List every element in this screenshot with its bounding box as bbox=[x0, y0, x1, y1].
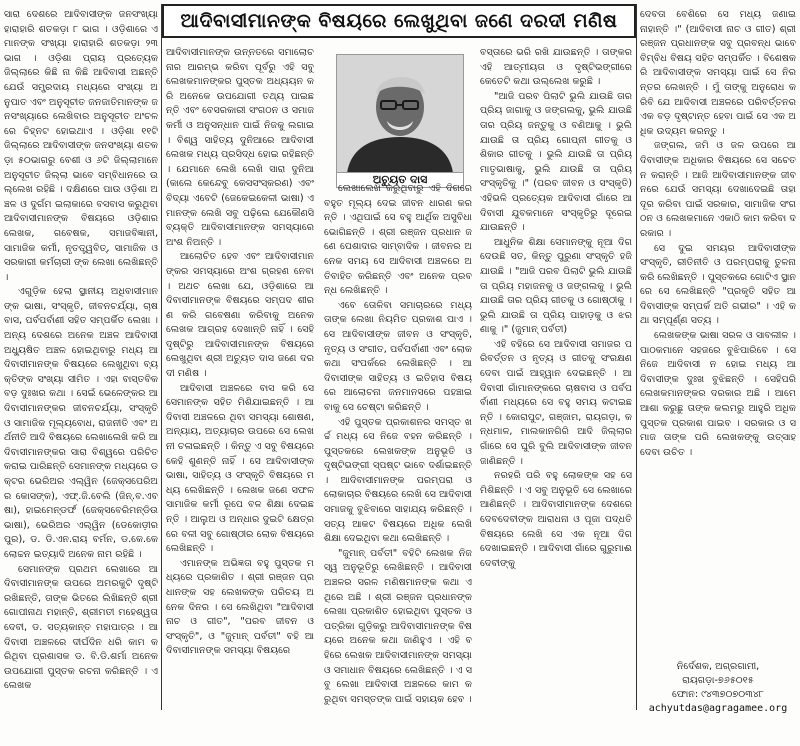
paragraph: "ଆଜି ପରବ ପିଲାଟି ଭୁଲି ଯାଉଛି ତାର ପ୍ରିୟ ଜାଗାକୁ ଓ ଜଙ୍ଗଲକୁ, ଭୁଲି ଯାଉଛି ତାର ପ୍ରିୟ ଜନ୍ତୁକୁ ଓ ବଣିଆକୁ । ଭୁଲି ଯାଉଛି ତା ପ୍ରିୟ ଗୋପ୍ନୀ ଗୀତକୁ ଓ ଶିକାର ଗୀତକୁ । ଭୁଲି ଯାଉଛି ତା ପ୍ରିୟ ମାତୃଭାଷାକୁ, ଭୁଲି ଯାଉଛି ତା ପ୍ରିୟ ସଂସ୍କୃତିକୁ ।" (ପରବ ଜୀବନ ଓ ସଂସ୍କୃତି) ଏହିଭଳି ପ୍ରତ୍ୟେକ ଆଦିବାସୀ ଗାଁରେ ଆଦିବାସୀ ଯୁବକମାନେ ସଂସ୍କୃତିରୁ ଦୂରେଇ ଯାଉଛନ୍ତି । bbox=[480, 90, 632, 234]
paragraph: ଏହି ବହିରେ ସେ ଆଦିବାସୀ ସମାଜର ପରିବର୍ତ୍ତନ ଓ ନୃତ୍ୟ ଓ ଗୀତକୁ ସଂରକ୍ଷଣ ଦେବା ପାଇଁ ଆହ୍ୱାନ ଦେଇଛନ୍ତି । ଆଦିବାସୀ ଗାଁମାନଙ୍କରେ ଚାଷବାସ ଓ ପର୍ବପର୍ବାଣୀ ମଧ୍ୟରେ ସେ ବହୁ ସମୟ କଟାଇଛନ୍ତି । କୋରାପୁଟ, ଗଞ୍ଜାମ, ରାୟଗଡ଼ା, କନ୍ଧମାଳ, ମାଲକାନଗିରି ଆଦି ଜିଲ୍ଲାର ଗାଁରେ ସେ ଘୁରି ବୁଲି ଆଦିବାସୀଙ୍କ ଜୀବନ ଜାଣିଛନ୍ତି । bbox=[480, 338, 632, 467]
author-signature-block bbox=[640, 660, 796, 716]
article-column-3 bbox=[324, 46, 472, 746]
paragraph: ଆଧୁନିକ ଶିକ୍ଷା ସେମାନଙ୍କୁ ନୂଆ ଦିଗ ଦେଉଛି ସତ, କିନ୍ତୁ ପୁରୁଣା ସଂସ୍କୃତି ହଜି ଯାଉଛି । "ଆଜି ପରବ ପିଲାଟି ଭୁଲି ଯାଉଛି ତା ପ୍ରିୟ ମହାଜନକୁ ଓ ଜଙ୍ଗଲକୁ । ଭୁଲି ଯାଉଛି ତାର ପ୍ରିୟ ଗୀତକୁ ଓ ଗୋଷ୍ଠୀକୁ । ଭୁଲି ଯାଉଛି ତା ପ୍ରିୟ ପାହାଡ଼କୁ ଓ ଝରଣାକୁ ।" (ଜୁମାନ୍ ପର୍ବତୀ) bbox=[480, 236, 632, 336]
author-location: ରାୟଗଡ଼ା-୭୬୫୦୧୫ bbox=[682, 675, 754, 686]
paragraph: ଜଙ୍ଗଲ, ଜମି ଓ ଜଳ ଉପରେ ଆଦିବାସୀଙ୍କ ଅଧିକାର ବିଷୟରେ ସେ ସଚେତନ କରାନ୍ତି । ଆଜି ଆଦିବାସୀମାନଙ୍କ ଜୀବନରେ ଯେଉଁ ସମସ୍ୟା ଦେଖାଦେଇଛି ତାହା ଦୂର କରିବା ପାଇଁ ସରକାର, ସାମାଜିକ ସଂଗଠନ ଓ ଲେଖକମାନେ ଏକାଠି କାମ କରିବା ଦରକାର । bbox=[640, 140, 796, 239]
paragraph: ଏମାନଙ୍କ ଅଭିଜ୍ଞତା ବହୁ ପୁସ୍ତକ ମଧ୍ୟରେ ପ୍ରକାଶିତ । ଶ୍ରୀ ରଞ୍ଜନ ପ୍ରଧାନଙ୍କ ସହ ଲେଖକଙ୍କ ପରିଚୟ ଅନେକ ଦିନର । ସେ ଲେଖିଥିବା "ଆଦିବାସୀ ନାଚ ଓ ଗୀତ", "ପରବ ଜୀବନ ଓ ସଂସ୍କୃତି", ଓ "ଜୁମାନ୍ ପର୍ବତୀ" ବହି ଆଦିବାସୀମାନଙ୍କ ସମସ୍ୟା ବିଷୟରେ bbox=[166, 557, 314, 657]
author-phone: ଫୋନ: ୯୪୩୭୦୭୦୩୪୮ bbox=[672, 689, 764, 700]
headline-box bbox=[162, 4, 636, 38]
paragraph: ଦେବତା ବେଶିରେ ସେ ମଧ୍ୟ ଜଣାଇ ନାହାନ୍ତି ।" (ଆଦିବାସୀ ନାଚ ଓ ଗୀତ) ଶ୍ରୀ ରଞ୍ଜନ ପ୍ରଧାନଙ୍କ ସବୁ ପ୍ରବନ୍ଧ ଭାବେ ବିମ୍ବିଧ ବିଷୟ ସହିତ ସମ୍ପର୍କିତ । ବିଶେଷକରି ଆଦିବାସୀଙ୍କ ସମସ୍ୟା ପାଇଁ ସେ ନିରନ୍ତର ଲେଖନ୍ତି । ମୁଁ ତାଙ୍କୁ ଅନୁରୋଧ କରିବି ଯେ ଆଦିବାସୀ ଅଞ୍ଚଳରେ ପରିବର୍ତ୍ତନର ଏକ ବଡ଼ ଦୃଷ୍ଟାନ୍ତ ହେବା ପାଇଁ ସେ ଏକ ଅଧିକ ଉଦ୍ୟମ କରନ୍ତୁ । bbox=[640, 9, 796, 137]
article-column-5 bbox=[640, 8, 796, 658]
article-column-1 bbox=[4, 8, 158, 708]
author-designation: ନିର୍ଦେଶକ, ଅଗ୍ରଗାମୀ, bbox=[676, 661, 760, 672]
paragraph: ସାରା ଦେଶରେ ଆଦିବାସୀଙ୍କ ଜନସଂଖ୍ୟା ହାରାହାରି ଶତକଡ଼ା ୮ ଭାଗ । ଓଡ଼ିଶାରେ ଏମାନଙ୍କ ସଂଖ୍ୟା ହାରାହାରି ଶତକଡ଼ା ୨୩ ଭାଗ । ଓଡ଼ିଶା ପ୍ରାୟ ପ୍ରତ୍ୟେକ ଜିଲ୍ଲାରେ କିଛି ନା କିଛି ଆଦିବାସୀ ଅଛନ୍ତି ଯେଉଁ ସମ୍ପ୍ରଦାୟ ମଧ୍ୟରେ ସଂଖ୍ୟା ଅନୁପାତ ଏବଂ ଅନୁସୂଚୀତ ଜନଜାତିମାନଙ୍କ ଜନସଂଖ୍ୟାରେ ଲେଖିବାର ଅନୁସୂଚୀତ ଅଂଚଳରେ ଚିହ୍ନଟ ହୋଇଥାଏ । ଓଡ଼ିଶା ୧୧ଟି ଜିଲ୍ଲାରେ ଆଦିବାସୀଙ୍କ ଜନସଂଖ୍ୟା ଶତକଡ଼ା ୫୦ଭାଗରୁ ବେଶୀ ଓ ୬ଟି ଜିଲ୍ଲାମାନେ ଅନୁସୂଚୀତ ଜିଲ୍ଲା ଭାବେ ସମ୍ବିଧାନରେ ଉଲ୍ଲେଖ ରହିଛି । ଦକ୍ଷିଣରେ ପାଉ ଓଡ଼ିଶା ଅଞ୍ଚଳ ଓ ଦୁର୍ଗମ ଇଲାକାରେ ବସବାସ କରୁଥିବା ଆଦିବାସୀମାନଙ୍କ ବିଷୟରେ ଓଡ଼ିଶାର ଲେଖକ, ଗବେଷକ, ସମାଜବିଜ୍ଞାନୀ, ସାମାଜିକ କର୍ମୀ, ନୃତତ୍ତ୍ୱବିତ୍, ସାମାଜିକ ଓ ସରକାରୀ କର୍ମଚାରୀ ଙ୍କ ଲେଖା ଲେଖିଛନ୍ତି । bbox=[4, 9, 158, 283]
paragraph: "ଜୁମାନ୍ ପର୍ବତୀ" ବହିଟି ଲେଖକ ନିଜସ୍ୱ ଅନୁଭୂତିରୁ ଲେଖିଛନ୍ତି । ଆଦିବାସୀ ଅଞ୍ଚଳର ସରଳ ମଣିଷମାନଙ୍କ କଥା ଏଥିରେ ଅଛି । ଶ୍ରୀ ରଞ୍ଜନ ପ୍ରଧାନଙ୍କ ଲେଖା ପ୍ରକାଶିତ ହୋଇଥିବା ପୁସ୍ତକ ଓ ପତ୍ରିକା ଗୁଡ଼ିକରୁ ଆଦିବାସୀମାନଙ୍କ ବିଷୟରେ ଅନେକ କଥା ଜାଣିହୁଏ । ଏହି ବହିରେ ଲେଖକ ଆଦିବାସୀମାନଙ୍କ ସମସ୍ୟା ଓ ସମାଧାନ ବିଷୟରେ ଲେଖିଛନ୍ତି । ଏ ସବୁ ଲେଖା ଆଦିବାସୀ ଅଞ୍ଚଳରେ କାମ କରୁଥିବା ସମସ୍ତଙ୍କ ପାଇଁ ସହାୟକ ହେବ । bbox=[324, 547, 472, 705]
paragraph: ସେମାନଙ୍କ ପ୍ରଥମ ଲେଖାରେ ଆଦିବାସୀମାନଙ୍କ ଉପରେ ଅମରକୁଟି ଦୃଷ୍ଟି ରଖିଛନ୍ତି, ତାଙ୍କ ଭିତରେ ଲିଖିଛନ୍ତି ଶ୍ରୀ ଗୋପୀନାଥ ମହାନ୍ତି, ଶ୍ରୀମତୀ ମହେଶ୍ୱତା ଦେବୀ, ଡ. ସତ୍ୟକାନ୍ତ ମହାପାତ୍ର । ଆଦିବାସୀ ଅଞ୍ଚଳରେ ଦୀର୍ଘଦିନ ଧରି କାମ କରିଥିବା ପ୍ରଶାସକ ଡ. ବି.ଡି.ଶର୍ମା ଅନେକ ଉପଯୋଗୀ ପୁସ୍ତକ ରଚନା କରିଛନ୍ତି । ଏ ଲେଖକ bbox=[4, 563, 158, 692]
paragraph: ଆଦିବାସୀ ଅଞ୍ଚଳରେ ବାସ କରି ସେ ସେମାନଙ୍କ ସହିତ ମିଶିଯାଇଛନ୍ତି । ଆଦିବାସୀ ଅଞ୍ଚଳରେ ଥିବା ସମସ୍ୟା ଶୋଷଣ, ଅନ୍ୟାୟ, ଅତ୍ୟାଚାର ଉପରେ ସେ ଲେଖନୀ ଚଳାଇଛନ୍ତି । କିନ୍ତୁ ଏ ସବୁ ବିଷୟରେ କେହି ଶୁଣନ୍ତି ନାହିଁ । ସେ ଆଦିବାସୀଙ୍କ ଭାଷା, ସାହିତ୍ୟ ଓ ସଂସ୍କୃତି ବିଷୟରେ ମଧ୍ୟ ଲେଖିଛନ୍ତି । ଲେଖକ ଜଣେ ସଫଳ ସାମାଜିକ କର୍ମୀ ରୂପେ ବଳ ଶିକ୍ଷା ଦେଇଛନ୍ତି । ଆଲୁଅ ଓ ଅନ୍ଧାର ଦୁଇଟି କ୍ଷେତ୍ରରେ ବଳୀ ସବୁ ଗୋଷ୍ଠୀର ଲୋକ ବିଷୟରେ ଲେଖିଛନ୍ତି । bbox=[166, 382, 314, 555]
photo-caption: ଅଚ୍ୟୁତ ଦାସ bbox=[336, 172, 464, 188]
paragraph: ଲେଖାଲେଖି କରୁଥିବାରୁ ଏହି ଦିଗରେ ବହୁତ ମୂଲ୍ୟ ଦେଇ ଜୀବନ ଧାରଣ କରନ୍ତି । ଏଥିପାଇଁ ସେ ବହୁ ଆର୍ଥିକ ଅସୁବିଧା ଭୋଗିଛନ୍ତି । ଶ୍ରୀ ରଞ୍ଜନ ପ୍ରଧାନ ଜଣେ ପେଶାଦାର ସାମ୍ବାଦିକ । ଜୀବନର ଅନେକ ସମୟ ସେ ଆଦିବାସୀ ଅଞ୍ଚଳରେ ଅତିବାହିତ କରିଛନ୍ତି ଏବଂ ଅନେକ ପ୍ରବନ୍ଧ ଲେଖିଛନ୍ତି । bbox=[324, 183, 472, 297]
paragraph: ଆଦିବାସୀମାନଙ୍କ ଉନ୍ନତରେ ସମାଲୋଚନାର ଆରମ୍ଭ କରିବା ପୂର୍ବରୁ ଏହି ସବୁ ଲେଖକମାନଙ୍କର ପୁସ୍ତକ ଅଧ୍ୟୟନ କରି ଅନେକେ ଉପଯୋଗୀ ତଥ୍ୟ ପାଇଛନ୍ତି ଏବଂ ବେସରକାରୀ ସଂଗଠନ ଓ ସମାଜକର୍ମୀ ଓ ଅନୁସନ୍ଧାନ ପାଇଁ ନିଜକୁ ଲଗାଇ । ବିଶ୍ୱ ସାହିତ୍ୟ ଦୁନିଆରେ ଆଦିବାସୀ ଲେଖକ ମଧ୍ୟ ପ୍ରସିଦ୍ଧ ହୋଇ ରହିଛନ୍ତି । ଯେମାନେ ଲେଖି ଲେଖି ସାରା ଦୁନିଆ (କାଲେ କେନ୍ଦେବୁ କେସସଂସ୍କରଣ) ଏବଂ ବିଦ୍ୟା ଏବେଟି (ଜେକେଇକେଳୀ ଭାଷା) ଏମାନଙ୍କ ଲେଖି ସବୁ ପଢ଼ିଲେ ଯେକୌଣସି ବ୍ୟକ୍ତି ଆଦିବାସୀମାନଙ୍କ ସମସ୍ୟାରେ ଅଂଶ ନିଅନ୍ତି । bbox=[166, 47, 314, 248]
paragraph: ନରହରି ପରି ବହୁ ଲୋକଙ୍କ ସହ ସେ ମିଶିଛନ୍ତି । ଏ ସବୁ ଅନୁଭୂତି ସେ ଲେଖାରେ ଆଣିଛନ୍ତି । ଆଦିବାସୀମାନଙ୍କ ଦେଶରେ ଦେବଦେବୀଙ୍କ ଆରାଧନା ଓ ପୂଜା ପଦ୍ଧତି ବିଷୟରେ ଲେଖି ସେ ଏକ ନୂଆ ଦିଗ ଦେଖାଇଛନ୍ତି । ଆଦିବାସୀ ଗାଁରେ ଗୁରୁମାଈ ଦେବୀଙ୍କୁ bbox=[480, 470, 632, 569]
article-column-4 bbox=[480, 46, 632, 746]
paragraph: ଏଗୁଡ଼ିକ ହେଲା ସ୍ଥାନୀୟ ଅଧିବାସୀମାନଙ୍କ ଭାଷା, ସଂସ୍କୃତି, ଜୀବନଚର୍ଯ୍ୟା, ଚାଷବାସ, ପର୍ବପର୍ବାଣୀ ସହିତ ସମ୍ପର୍କିତ ଲେଖା । ଅନ୍ୟ ଦେଶରେ ଅନେକ ଅଞ୍ଚଳ ଆଦିବାସୀ ଅଧ୍ୟୁଷିତ ଅଞ୍ଚଳ ହୋଇଥିବାରୁ ମଧ୍ୟ ଆଦିବାସୀମାନଙ୍କ ବିଷୟରେ ଲେଖୁଥିବା ବ୍ୟକ୍ତିଙ୍କ ସଂଖ୍ୟା ସୀମିତ । ଏହା ବାସ୍ତବିକ ବଡ଼ ଦୁଃଖର କଥା । ସେଇଁ ଭେଳେଙ୍କର ଆଦିବାସୀମାନଙ୍କର ଜୀବନଚର୍ଯ୍ୟା, ସଂସ୍କୃତି ଓ ସାମାଜିକ ମୂଲ୍ୟବୋଧ, ରାଜନୀତି ଏବଂ ଅର୍ଥନୀତି ଆଦି ବିଷୟରେ ଲେଖାଲେଖି କରି ଆଦିବାସୀମାନଙ୍କର ସାରା ବିଶ୍ୱରେ ପରିଚିତ କରାଇ ପାରିଛନ୍ତି ସେମାନଙ୍କ ମଧ୍ୟରେ ଡକ୍ଟର ଭେରିଅର ଏଲ୍ୱିନ (ଜେକ୍ସପେରିଅର କୋସଙ୍କ), ଏଫ୍.ଜି.ବେଲି (ଜିନ୍.ବ.ଏବଷା), ହାଇମେନ୍ଡର୍ଫ (ଜେକ୍ସବେରିମନ୍ଡିଉ ଭାଷା), ଭେରିଅର ଏଲ୍ୱିନ (ଡେକୋଡ଼ୀରପୁର), ଡ. ଡି.ଏନ.ରାୟ ବର୍ମନ, ଡ.କେ.କେ ଲୋଚ୍ଚନ ଇତ୍ୟାଦି ଅନେକ ନାମ ରହିଛି । bbox=[4, 286, 158, 560]
column-divider bbox=[636, 4, 637, 710]
author-email: achyutdas@agragamee.org bbox=[648, 703, 788, 714]
article-column-2 bbox=[166, 46, 314, 746]
paragraph: ସେ ଦୁଇ ସମୟର ଆଦିବାସୀଙ୍କ ସଂସ୍କୃତି, ରୀତିନୀତି ଓ ପରମ୍ପରାକୁ ତୁଳନା କରି ଲେଖିଛନ୍ତି । ପୁସ୍ତକରେ ଗୋଟିଏ ସ୍ଥାନରେ ସେ ଲେଖିଛନ୍ତି "ପ୍ରକୃତି ସହିତ ଆଦିବାସୀଙ୍କ ସମ୍ପର୍କ ଅତି ଗଭୀର" । ଏହି କଥା ସମ୍ପୂର୍ଣ୍ଣ ସତ୍ୟ । bbox=[640, 242, 796, 327]
paragraph: ଏବେ ତୋଳିବା ସମାଚାରରେ ମଧ୍ୟ ତାଙ୍କ ଲେଖା ନିୟମିତ ପ୍ରକାଶ ପାଏ । ସେ ଆଦିବାସୀଙ୍କ ଜୀବନ ଓ ସଂସ୍କୃତି, ନୃତ୍ୟ ଓ ସଂଗୀତ, ପର୍ବପର୍ବାଣୀ ଏବଂ ଲୋକକଥା ସଂପର୍କରେ ଲେଖିଛନ୍ତି । ଆଦିବାସୀଙ୍କ ସାହିତ୍ୟ ଓ ଇତିହାସ ବିଷୟରେ ଆଲୋଚନା ଜନମାନସରେ ପହଞ୍ଚାଇବାକୁ ସେ ଚେଷ୍ଟା କରିଛନ୍ତି । bbox=[324, 299, 472, 413]
paragraph: ଆଲୋଚିତ ହେବ ଏବଂ ଆଦିବାସୀମାନଙ୍କର ସମସ୍ୟାରେ ଅଂଶ ଗ୍ରହଣ ନେବା । ଅଥଚ ଲେଖା ଯେ, ଓଡ଼ିଶାରେ ଆଦିବାସୀମାନଙ୍କ ବିଷୟରେ ସମ୍ପଦ ଶୀରଣ କରି ଗବେଷଣା କରିବାକୁ ଅନେକ ଲେଖକ ଆଗ୍ରହ ଦେଖାନ୍ତି ନାହିଁ । ସେହି ଦୃଷ୍ଟିରୁ ଆଦିବାସୀମାନଙ୍କ ବିଷୟରେ ଲେଖୁଥିବା ଶ୍ରୀ ଅଚ୍ୟୁତ ଦାସ ଜଣେ ଦରଦୀ ମଣିଷ । bbox=[166, 251, 314, 380]
paragraph: ଲେଖକଙ୍କ ଭାଷା ସରଳ ଓ ସାବଲୀଳ । ପାଠକମାନେ ସହଜରେ ବୁଝିପାରିବେ । ସେ ନିଜେ ଆଦିବାସୀ ନ ହୋଇ ମଧ୍ୟ ଆଦିବାସୀଙ୍କ ଦୁଃଖ ବୁଝିଛନ୍ତି । ସେହିପରି ଲେଖକମାନଙ୍କର ଦରକାର ଅଛି । ଆମେ ଆଶା କରୁଛୁ ତାଙ୍କ କଲମରୁ ଆହୁରି ଅଧିକ ପୁସ୍ତକ ପ୍ରକାଶ ପାଇବ । ସରକାର ଓ ସମାଜ ତାଙ୍କ ପରି ଲେଖକଙ୍କୁ ଉତ୍ସାହ ଦେବା ଉଚିତ । bbox=[640, 330, 796, 458]
paragraph: ବସ୍ତାରେ ଭରି ରଖି ଯାଉଛନ୍ତି । ତାଙ୍କର ଏହି ଆତ୍ମୀୟତା ଓ ଦୃଷ୍ଟିଭଙ୍ଗୀରେ କେତେଟି କଥା ଉଲ୍ଲେଖ କରୁଛି । bbox=[480, 47, 632, 88]
article-headline: ଆଦିବାସୀମାନଙ୍କ ବିଷୟରେ ଲେଖୁଥିବା ଜଣେ ଦରଦୀ ମଣିଷ bbox=[180, 10, 618, 32]
paragraph: ଏହି ପୁସ୍ତକ ପ୍ରକାଶନର ସମସ୍ତ ଖର୍ଚ୍ଚ ମଧ୍ୟ ସେ ନିଜେ ବହନ କରିଛନ୍ତି । ପୁସ୍ତକରେ ଲେଖକଙ୍କ ଅନୁଭୂତି ଓ ଦୃଷ୍ଟିଭଙ୍ଗୀ ସ୍ପଷ୍ଟ ଭାବେ ଦର୍ଶାଇଛନ୍ତି । ଆଦିବାସୀମାନଙ୍କ ପରମ୍ପରା ଓ ଲୋକାଚାର ବିଷୟରେ ଲେଖି ସେ ଆଦିବାସୀ ସମାଜକୁ ବୁଝିବାରେ ସାହାଯ୍ୟ କରିଛନ୍ତି । ସତ୍ୟ ଆକଟ ବିଷୟରେ ଅଧିକ ଲେଖି ଶିକ୍ଷା ଦେଇଥିବା କଥା ଲେଖିଛନ୍ତି । bbox=[324, 416, 472, 545]
column-divider bbox=[161, 4, 162, 710]
photo-spacer bbox=[324, 46, 472, 182]
